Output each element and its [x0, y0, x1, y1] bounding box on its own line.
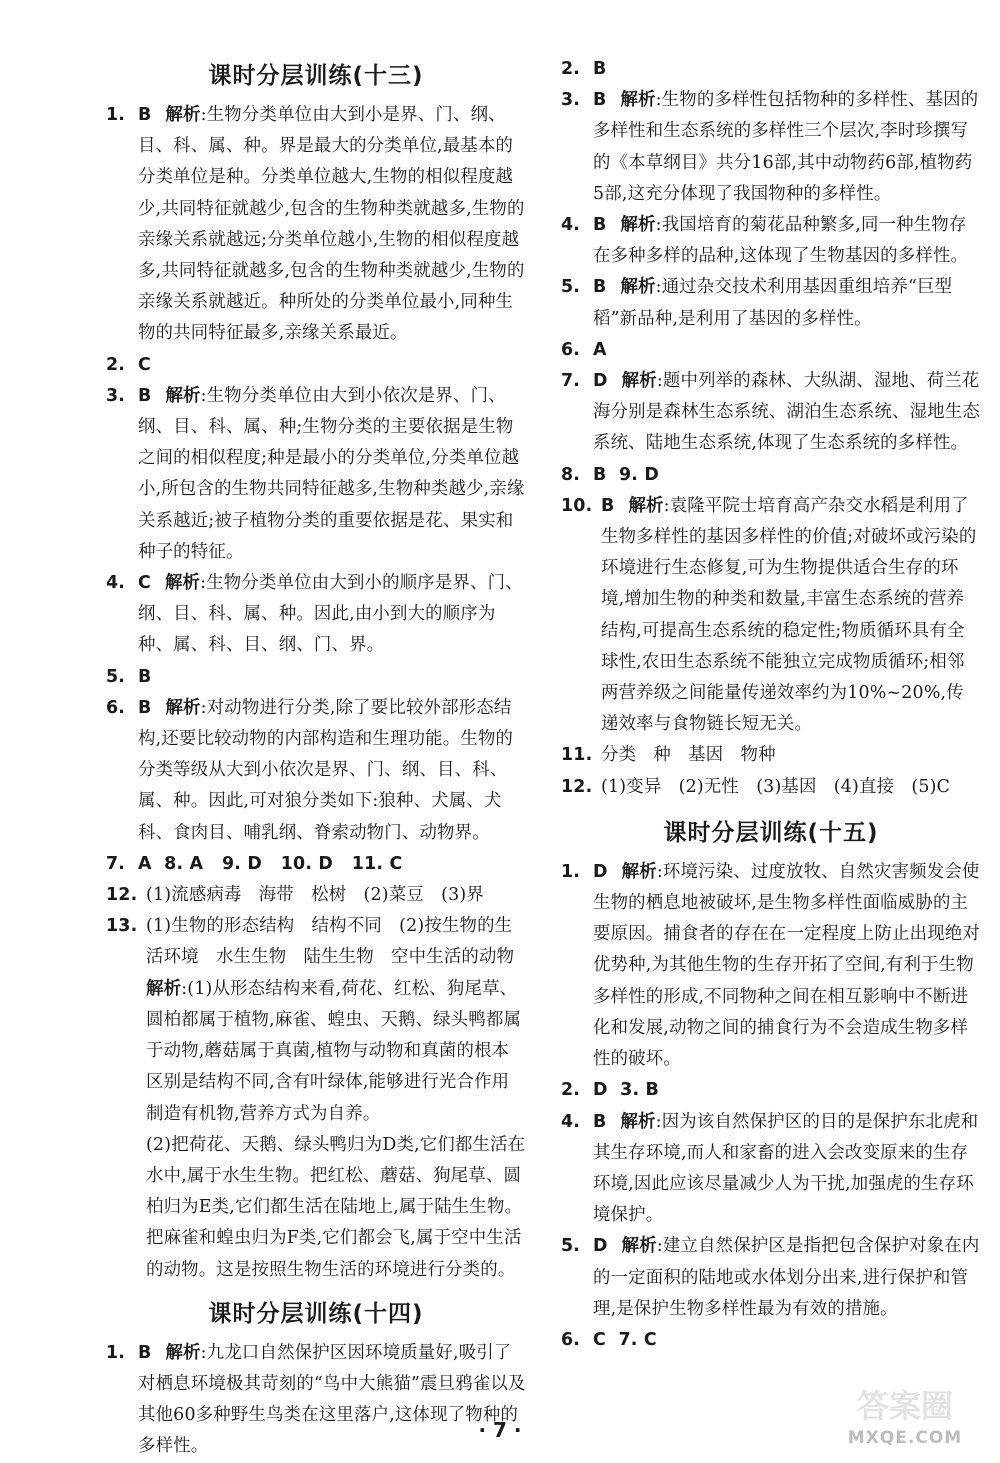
analysis-paragraph: (2)把荷花、天鹅、绿头鸭归为D类,它们都生活在水中,属于水生生物。把红松、蘑菇、狗尾草、圆柏归为E类,它们都生活在陆地上,属于陆生生物。把麻雀和蝗虫归为F类,它们都会飞,属于空中生活的动物。这是按照生物生活的环境进行分类的。 [146, 1134, 526, 1280]
answer-item: 2. D 3. B [561, 1080, 659, 1101]
watermark-logo: 答案圈 [856, 1387, 953, 1425]
answer-item: 13. (1)生物的形态结构 结构不同 (2)按生物的生活环境 水生生物 陆生生物 空中生活的动物 解析:(1)从形态结构来看,荷花、红松、狗尾草、圆柏都属于植物,麻雀、蝗虫、天鹅、绿头鸭都属于动物,蘑菇属于真菌,植物与动物和真菌的根本区别是结构不同,含有叶绿体,能够进行光合作用制造有机物,营养方式为自养。 (2)把荷花、天鹅、绿头鸭归为D类,它们都生活在水中,属于水生生物。把红松、蘑菇、狗尾草、圆柏归为E类,它们都生活在陆地上,属于陆生生物。把麻雀和蝗虫归为F类,它们都会飞,属于空中生活的动物。这是按照生物生活的环境进行分类的。 [106, 911, 526, 1285]
answer-item: 7. A 8. A 9. D 10. D 11. C [106, 853, 403, 874]
right-column [561, 54, 981, 1356]
answer-item: 4. C 解析:生物分类单位由大到小的顺序是界、门、纲、目、科、属、种。因此,由小到大的顺序为种、属、科、目、纲、门、界。 [106, 573, 523, 656]
section-title-15: 课时分层训练(十五) [663, 819, 879, 846]
answer-item: 5. B [106, 666, 152, 687]
answer-item: 3. B 解析:生物分类单位由大到小依次是界、门、纲、目、科、属、种;生物分类的主要依据是生物之间的相似程度;种是最小的分类单位,分类单位越小,所包含的生物共同特征越多,生物种类越少,亲缘关系越近;被子植物分类的重要依据是花、果实和种子的特征。 [106, 385, 525, 562]
answer-item: 12. (1)流感病毒 海带 松树 (2)菜豆 (3)界 [106, 885, 484, 906]
answer-item: 6. B 解析:对动物进行分类,除了要比较外部形态结构,还要比较动物的内部构造和生理功能。生物的分类等级从大到小依次是界、门、纲、目、科、属、种。因此,可对狼分类如下:狼种、犬属、犬科、食肉目、哺乳纲、脊索动物门、动物界。 [106, 697, 514, 843]
answer-item: 6. C 7. C [561, 1329, 657, 1350]
answer-item: 1. B 解析:生物分类单位由大到小是界、门、纲、目、科、属、种。界是最大的分类单位,最基本的分类单位是种。分类单位越大,生物的相似程度越少,共同特征就越少,包含的生物种类就越多,生物的亲缘关系就越远;分类单位越小,生物的相似程度越多,共同特征就越多,包含的生物种类就越少,生物的亲缘关系就越近。种所处的分类单位最小,同种生物的共同特征最多,亲缘关系最近。 [106, 105, 525, 344]
answer-item: 1. B 解析:九龙口自然保护区因环境质量好,吸引了对栖息环境极其苛刻的“鸟中大熊猫”震旦鸦雀以及其他60多种野生鸟类在这里落户,这体现了物种的多样性。 [106, 1342, 526, 1457]
answer-item: 3. B 解析:生物的多样性包括物种的多样性、基因的多样性和生态系统的多样性三个层次,李时珍撰写的《本草纲目》共分16部,其中动物药6部,植物药5部,这充分体现了我国物种的多样性。 [561, 90, 979, 204]
left-column [106, 52, 526, 1463]
answer-item: 1. D 解析:环境污染、过度放牧、自然灾害频发会使生物的栖息地被破坏,是生物多样性面临威胁的主要原因。捕食者的存在在一定程度上防止出现绝对优势种,为其他生物的生存开拓了空间,有利于生物多样性的形成,不同物种之间在相互影响中不断进化和发展,动物之间的捕食行为不会造成生物多样性的破坏。 [561, 861, 980, 1070]
analysis-block: 解析:(1)从形态结构来看,荷花、红松、狗尾草、圆柏都属于植物,麻雀、蝗虫、天鹅、绿头鸭都属于动物,蘑菇属于真菌,植物与动物和真菌的根本区别是结构不同,含有叶绿体,能够进行光合作用制造有机物,营养方式为自养。 [146, 978, 522, 1124]
watermark-text: MXQE.COM [847, 1428, 963, 1448]
section-title-14: 课时分层训练(十四) [208, 1300, 424, 1327]
page-number: · 7 · [478, 1418, 522, 1442]
answer-item: 12. (1)变异 (2)无性 (3)基因 (4)直接 (5)C [561, 776, 951, 797]
site-watermark [820, 1386, 990, 1450]
section-title-13: 课时分层训练(十三) [208, 63, 424, 89]
answer-item: 4. B 解析:我国培育的菊花品种繁多,同一种生物存在多种多样的品种,这体现了生物基因的多样性。 [561, 215, 969, 267]
answer-item: 4. B 解析:因为该自然保护区的目的是保护东北虎和其生存环境,而人和家畜的进入会改变原来的生存环境,因此应该尽量减少人为干扰,加强虎的生存环境保护。 [561, 1111, 979, 1226]
answer-item: 2. C [106, 354, 151, 375]
answer-item: 5. D 解析:建立自然保护区是指把包含保护对象在内的一定面积的陆地或水体划分出来,进行保护和管理,是保护生物多样性最为有效的措施。 [561, 1236, 980, 1319]
answer-item: 5. B 解析:通过杂交技术利用基因重组培养“巨型稻”新品种,是利用了基因的多样性。 [561, 277, 953, 329]
answer-item: 8. B 9. D [561, 464, 659, 485]
answer-item: 11. 分类 种 基因 物种 [561, 745, 776, 766]
answer-item: 2. B [561, 59, 607, 79]
answer-item: 7. D 解析:题中列举的森林、大纵湖、湿地、荷兰花海分别是森林生态系统、湖泊生态系统、湿地生态系统、陆地生态系统,体现了生态系统的多样性。 [561, 371, 980, 454]
answer-item: 6. A [561, 339, 607, 360]
answer-item: 10. B 解析:袁隆平院士培育高产杂交水稻是利用了生物多样性的基因多样性的价值;对破坏或污染的环境进行生态修复,可为生物提供适合生存的环境,增加生物的种类和数量,丰富生态系统的营养结构,可提高生态系统的稳定性;物质循环具有全球性,农田生态系统不能独立完成物质循环;相邻两营养级之间能量传递效率约为10%~20%,传递效率与食物链长短无关。 [561, 495, 977, 735]
